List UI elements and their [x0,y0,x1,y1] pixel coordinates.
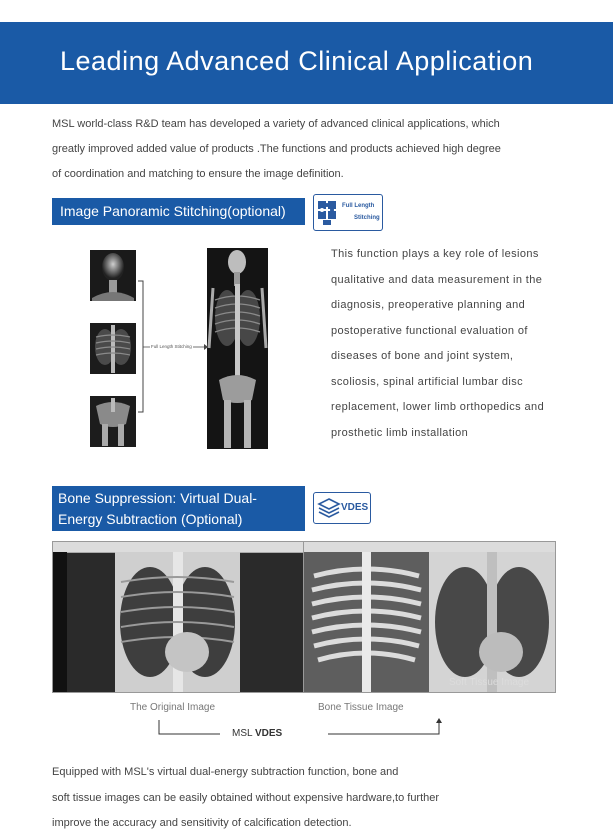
vdes-badge [313,492,371,524]
description-line: prosthetic limb installation [331,426,469,439]
soft-tissue-xray [429,552,555,692]
page-title: Leading Advanced Clinical Application [60,46,534,76]
stitch-label: Full Length Stitching [151,344,192,349]
vdes-label: VDES [254,728,283,739]
section-title-stitching [52,198,305,225]
puzzle-icon [316,198,342,226]
badge-line2: Stitching [354,215,380,221]
outro-line: Equipped with MSL's virtual dual-energy subtraction function, bone and [52,766,399,778]
software-window-original [52,541,305,693]
soft-tissue-caption: Soft Tissue Image [449,677,530,688]
outro-paragraph [52,760,572,837]
intro-line: MSL world-class R&D team has developed a variety of advanced clinical applications, which [52,118,500,130]
vdes-caption [232,728,282,739]
caption-bone-tissue-image: Bone Tissue Image [318,702,404,713]
window-sidebar-left [53,552,67,692]
description-line: replacement, lower limb orthopedics and [331,401,545,413]
stitching-description [331,242,563,446]
section-title-text: Image Panoramic Stitching(optional) [60,203,286,219]
description-line: qualitative and data measurement in the [331,273,543,286]
section-title-line1: Bone Suppression: Virtual Dual- [58,490,257,506]
software-window-vdes [303,541,556,693]
intro-line: of coordination and matching to ensure the image definition. [52,168,344,180]
vdes-connector [155,718,445,738]
xray-thumb-pelvis [90,396,136,447]
description-line: diseases of bone and joint system, [331,350,514,362]
description-line: This function plays a key role of lesions [331,248,539,260]
xray-thumb-chest [90,323,136,374]
description-line: diagnosis, preoperative planning and [331,299,526,311]
description-line: scoliosis, spinal artificial lumbar disc [331,375,524,388]
layers-icon [317,497,341,519]
xray-thumb-head [90,250,136,301]
intro-line: greatly improved added value of products .The functions and products achieved high degree [52,143,501,155]
badge-line1: Full Length [342,203,375,209]
description-line: postoperative functional evaluation of [331,324,528,337]
outro-line: soft tissue images can be easily obtained without expensive hardware,to further [52,791,440,804]
header-banner [0,22,613,104]
section-title-vdes [52,486,305,531]
intro-paragraph [52,112,572,187]
xray-full-length [207,248,268,449]
original-chest-xray [115,552,240,692]
vdes-prefix: MSL [232,728,255,739]
full-length-stitching-badge [313,194,383,231]
bone-tissue-xray [304,552,429,692]
caption-original-image: The Original Image [130,702,216,713]
badge-label: VDES [341,502,369,513]
outro-line: improve the accuracy and sensitivity of calcification detection. [52,817,352,829]
section-title-line2: Energy Subtraction (Optional) [58,511,243,527]
